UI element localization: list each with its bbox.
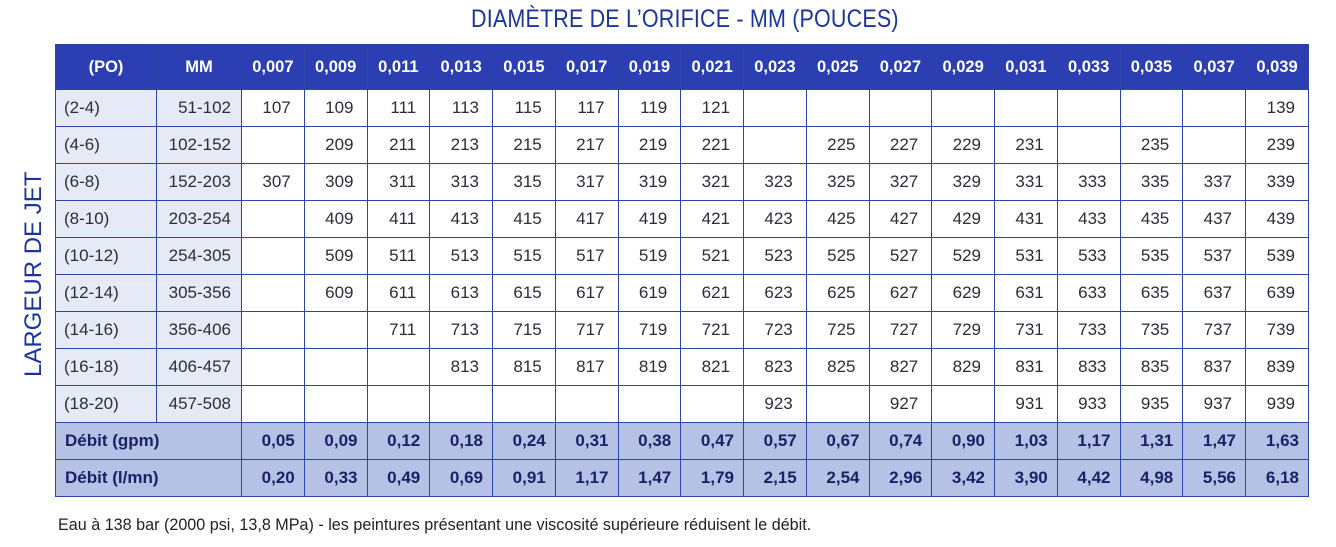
flow-value-cell: 0,12 bbox=[367, 423, 430, 460]
tip-code-cell: 515 bbox=[493, 238, 556, 275]
tip-code-cell bbox=[242, 312, 305, 349]
tip-code-cell: 823 bbox=[744, 349, 807, 386]
tip-code-cell bbox=[932, 386, 995, 423]
row-width-mm: 406-457 bbox=[157, 349, 242, 386]
flow-value-cell: 0,69 bbox=[430, 460, 493, 497]
tip-code-cell: 111 bbox=[367, 90, 430, 127]
header-orifice: 0,033 bbox=[1057, 45, 1120, 90]
tip-code-cell bbox=[1183, 90, 1246, 127]
flow-value-cell: 5,56 bbox=[1183, 460, 1246, 497]
tip-code-cell bbox=[1183, 127, 1246, 164]
tip-code-cell: 821 bbox=[681, 349, 744, 386]
tip-code-cell bbox=[1120, 90, 1183, 127]
tip-code-cell bbox=[744, 127, 807, 164]
flow-value-cell: 1,47 bbox=[1183, 423, 1246, 460]
tip-code-cell bbox=[304, 349, 367, 386]
tip-code-cell: 329 bbox=[932, 164, 995, 201]
header-orifice: 0,029 bbox=[932, 45, 995, 90]
header-orifice: 0,035 bbox=[1120, 45, 1183, 90]
tip-code-cell bbox=[304, 386, 367, 423]
row-width-mm: 356-406 bbox=[157, 312, 242, 349]
flow-value-cell: 0,31 bbox=[555, 423, 618, 460]
tip-code-cell: 623 bbox=[744, 275, 807, 312]
row-width-inches: (16-18) bbox=[56, 349, 157, 386]
tip-code-cell: 427 bbox=[869, 201, 932, 238]
header-po: (PO) bbox=[56, 45, 157, 90]
flow-value-cell: 1,03 bbox=[995, 423, 1058, 460]
tip-code-cell: 309 bbox=[304, 164, 367, 201]
flow-value-cell: 0,67 bbox=[806, 423, 869, 460]
tip-code-cell: 119 bbox=[618, 90, 681, 127]
tip-code-cell: 315 bbox=[493, 164, 556, 201]
tip-code-cell bbox=[995, 90, 1058, 127]
flow-label: Débit (gpm) bbox=[56, 423, 242, 460]
flow-value-cell: 0,33 bbox=[304, 460, 367, 497]
tip-code-cell: 415 bbox=[493, 201, 556, 238]
flow-value-cell: 3,90 bbox=[995, 460, 1058, 497]
table-row bbox=[56, 201, 1309, 238]
tip-code-cell: 319 bbox=[618, 164, 681, 201]
tip-code-cell: 629 bbox=[932, 275, 995, 312]
flow-value-cell: 0,09 bbox=[304, 423, 367, 460]
tip-code-cell: 531 bbox=[995, 238, 1058, 275]
tip-code-cell: 215 bbox=[493, 127, 556, 164]
header-orifice: 0,025 bbox=[806, 45, 869, 90]
tip-code-cell: 217 bbox=[555, 127, 618, 164]
tip-code-cell: 839 bbox=[1246, 349, 1309, 386]
tip-code-cell: 833 bbox=[1057, 349, 1120, 386]
tip-code-cell: 739 bbox=[1246, 312, 1309, 349]
flow-value-cell: 2,96 bbox=[869, 460, 932, 497]
tip-code-cell: 927 bbox=[869, 386, 932, 423]
header-row bbox=[56, 45, 1309, 90]
flow-value-cell: 0,57 bbox=[744, 423, 807, 460]
tip-code-cell: 229 bbox=[932, 127, 995, 164]
tip-code-cell: 121 bbox=[681, 90, 744, 127]
flow-value-cell: 6,18 bbox=[1246, 460, 1309, 497]
tip-code-cell: 721 bbox=[681, 312, 744, 349]
flow-value-cell: 0,74 bbox=[869, 423, 932, 460]
row-width-mm: 305-356 bbox=[157, 275, 242, 312]
tip-code-cell: 635 bbox=[1120, 275, 1183, 312]
tip-code-cell: 321 bbox=[681, 164, 744, 201]
tip-code-cell: 211 bbox=[367, 127, 430, 164]
tip-code-cell: 735 bbox=[1120, 312, 1183, 349]
nozzle-chart-table bbox=[55, 44, 1309, 497]
tip-code-cell: 817 bbox=[555, 349, 618, 386]
tip-code-cell: 711 bbox=[367, 312, 430, 349]
tip-code-cell: 835 bbox=[1120, 349, 1183, 386]
row-width-inches: (12-14) bbox=[56, 275, 157, 312]
tip-code-cell: 627 bbox=[869, 275, 932, 312]
tip-code-cell: 429 bbox=[932, 201, 995, 238]
flow-value-cell: 0,24 bbox=[493, 423, 556, 460]
tip-code-cell: 539 bbox=[1246, 238, 1309, 275]
tip-code-cell: 731 bbox=[995, 312, 1058, 349]
tip-code-cell: 523 bbox=[744, 238, 807, 275]
tip-code-cell bbox=[869, 90, 932, 127]
tip-code-cell: 335 bbox=[1120, 164, 1183, 201]
tip-code-cell bbox=[806, 386, 869, 423]
tip-code-cell: 337 bbox=[1183, 164, 1246, 201]
tip-code-cell: 715 bbox=[493, 312, 556, 349]
tip-code-cell: 831 bbox=[995, 349, 1058, 386]
tip-code-cell bbox=[242, 238, 305, 275]
header-orifice: 0,007 bbox=[242, 45, 305, 90]
tip-code-cell: 139 bbox=[1246, 90, 1309, 127]
flow-value-cell: 1,17 bbox=[1057, 423, 1120, 460]
tip-code-cell: 937 bbox=[1183, 386, 1246, 423]
tip-code-cell: 825 bbox=[806, 349, 869, 386]
header-orifice: 0,019 bbox=[618, 45, 681, 90]
flow-value-cell: 0,38 bbox=[618, 423, 681, 460]
row-width-mm: 51-102 bbox=[157, 90, 242, 127]
flow-value-cell: 1,79 bbox=[681, 460, 744, 497]
tip-code-cell: 637 bbox=[1183, 275, 1246, 312]
row-width-inches: (10-12) bbox=[56, 238, 157, 275]
tip-code-cell bbox=[242, 275, 305, 312]
tip-code-cell: 519 bbox=[618, 238, 681, 275]
tip-code-cell: 935 bbox=[1120, 386, 1183, 423]
header-orifice: 0,013 bbox=[430, 45, 493, 90]
tip-code-cell: 419 bbox=[618, 201, 681, 238]
tip-code-cell: 611 bbox=[367, 275, 430, 312]
tip-code-cell: 411 bbox=[367, 201, 430, 238]
tip-code-cell: 333 bbox=[1057, 164, 1120, 201]
tip-code-cell bbox=[242, 349, 305, 386]
tip-code-cell: 413 bbox=[430, 201, 493, 238]
tip-code-cell: 409 bbox=[304, 201, 367, 238]
tip-code-cell bbox=[242, 386, 305, 423]
row-width-inches: (14-16) bbox=[56, 312, 157, 349]
row-width-inches: (6-8) bbox=[56, 164, 157, 201]
tip-code-cell bbox=[242, 127, 305, 164]
flow-gpm-row bbox=[56, 423, 1309, 460]
tip-code-cell: 239 bbox=[1246, 127, 1309, 164]
flow-value-cell: 3,42 bbox=[932, 460, 995, 497]
table-row bbox=[56, 386, 1309, 423]
footnote: Eau à 138 bar (2000 psi, 13,8 MPa) - les peintures présentant une viscosité supérieure réduisent le débit. bbox=[58, 515, 812, 534]
tip-code-cell bbox=[681, 386, 744, 423]
tip-code-cell: 307 bbox=[242, 164, 305, 201]
row-width-mm: 203-254 bbox=[157, 201, 242, 238]
tip-code-cell: 511 bbox=[367, 238, 430, 275]
flow-value-cell: 2,54 bbox=[806, 460, 869, 497]
header-orifice: 0,023 bbox=[744, 45, 807, 90]
flow-label: Débit (l/mn) bbox=[56, 460, 242, 497]
tip-code-cell: 235 bbox=[1120, 127, 1183, 164]
tip-code-cell: 815 bbox=[493, 349, 556, 386]
tip-code-cell: 425 bbox=[806, 201, 869, 238]
table-row bbox=[56, 275, 1309, 312]
tip-code-cell: 813 bbox=[430, 349, 493, 386]
tip-code-cell: 631 bbox=[995, 275, 1058, 312]
flow-value-cell: 0,49 bbox=[367, 460, 430, 497]
flow-value-cell: 0,18 bbox=[430, 423, 493, 460]
row-width-mm: 457-508 bbox=[157, 386, 242, 423]
header-orifice: 0,009 bbox=[304, 45, 367, 90]
tip-code-cell: 819 bbox=[618, 349, 681, 386]
tip-code-cell: 625 bbox=[806, 275, 869, 312]
tip-code-cell: 837 bbox=[1183, 349, 1246, 386]
tip-code-cell: 717 bbox=[555, 312, 618, 349]
tip-code-cell: 719 bbox=[618, 312, 681, 349]
table-row bbox=[56, 127, 1309, 164]
tip-code-cell: 619 bbox=[618, 275, 681, 312]
tip-code-cell: 535 bbox=[1120, 238, 1183, 275]
flow-value-cell: 1,31 bbox=[1120, 423, 1183, 460]
tip-code-cell: 633 bbox=[1057, 275, 1120, 312]
tip-code-cell: 933 bbox=[1057, 386, 1120, 423]
row-width-mm: 152-203 bbox=[157, 164, 242, 201]
tip-code-cell: 439 bbox=[1246, 201, 1309, 238]
tip-code-cell: 437 bbox=[1183, 201, 1246, 238]
table-row bbox=[56, 349, 1309, 386]
flow-value-cell: 0,47 bbox=[681, 423, 744, 460]
header-orifice: 0,039 bbox=[1246, 45, 1309, 90]
tip-code-cell: 433 bbox=[1057, 201, 1120, 238]
tip-code-cell: 639 bbox=[1246, 275, 1309, 312]
header-orifice: 0,011 bbox=[367, 45, 430, 90]
header-orifice: 0,037 bbox=[1183, 45, 1246, 90]
tip-code-cell: 713 bbox=[430, 312, 493, 349]
tip-code-cell: 939 bbox=[1246, 386, 1309, 423]
flow-value-cell: 0,20 bbox=[242, 460, 305, 497]
tip-code-cell: 527 bbox=[869, 238, 932, 275]
flow-value-cell: 4,42 bbox=[1057, 460, 1120, 497]
tip-code-cell: 615 bbox=[493, 275, 556, 312]
tip-code-cell: 113 bbox=[430, 90, 493, 127]
tip-code-cell: 723 bbox=[744, 312, 807, 349]
tip-code-cell: 115 bbox=[493, 90, 556, 127]
tip-code-cell: 325 bbox=[806, 164, 869, 201]
tip-code-cell: 725 bbox=[806, 312, 869, 349]
flow-value-cell: 0,90 bbox=[932, 423, 995, 460]
tip-code-cell: 931 bbox=[995, 386, 1058, 423]
row-width-inches: (18-20) bbox=[56, 386, 157, 423]
tip-code-cell: 421 bbox=[681, 201, 744, 238]
row-width-mm: 102-152 bbox=[157, 127, 242, 164]
row-width-mm: 254-305 bbox=[157, 238, 242, 275]
tip-code-cell bbox=[493, 386, 556, 423]
tip-code-cell: 733 bbox=[1057, 312, 1120, 349]
header-orifice: 0,021 bbox=[681, 45, 744, 90]
tip-code-cell: 231 bbox=[995, 127, 1058, 164]
spray-width-title: LARGEUR DE JET bbox=[20, 171, 47, 377]
tip-code-cell: 327 bbox=[869, 164, 932, 201]
tip-code-cell: 529 bbox=[932, 238, 995, 275]
table-row bbox=[56, 238, 1309, 275]
tip-code-cell: 311 bbox=[367, 164, 430, 201]
tip-code-cell: 435 bbox=[1120, 201, 1183, 238]
tip-code-cell bbox=[618, 386, 681, 423]
tip-code-cell bbox=[242, 201, 305, 238]
tip-code-cell bbox=[1057, 127, 1120, 164]
tip-code-cell: 509 bbox=[304, 238, 367, 275]
tip-code-cell: 227 bbox=[869, 127, 932, 164]
tip-code-cell: 431 bbox=[995, 201, 1058, 238]
tip-code-cell: 533 bbox=[1057, 238, 1120, 275]
tip-code-cell: 617 bbox=[555, 275, 618, 312]
tip-code-cell: 923 bbox=[744, 386, 807, 423]
flow-value-cell: 0,05 bbox=[242, 423, 305, 460]
tip-code-cell: 339 bbox=[1246, 164, 1309, 201]
tip-code-cell: 331 bbox=[995, 164, 1058, 201]
tip-code-cell bbox=[555, 386, 618, 423]
tip-code-cell bbox=[744, 90, 807, 127]
tip-code-cell bbox=[1057, 90, 1120, 127]
tip-code-cell: 613 bbox=[430, 275, 493, 312]
header-orifice: 0,017 bbox=[555, 45, 618, 90]
orifice-diameter-title: DIAMÈTRE DE L’ORIFICE - MM (POUCES) bbox=[471, 5, 899, 33]
tip-code-cell bbox=[430, 386, 493, 423]
tip-code-cell: 323 bbox=[744, 164, 807, 201]
flow-value-cell: 2,15 bbox=[744, 460, 807, 497]
tip-code-cell: 221 bbox=[681, 127, 744, 164]
flow-lmn-row bbox=[56, 460, 1309, 497]
flow-value-cell: 1,17 bbox=[555, 460, 618, 497]
header-mm: MM bbox=[157, 45, 242, 90]
table-row bbox=[56, 90, 1309, 127]
flow-value-cell: 1,47 bbox=[618, 460, 681, 497]
tip-code-cell: 213 bbox=[430, 127, 493, 164]
flow-value-cell: 1,63 bbox=[1246, 423, 1309, 460]
tip-code-cell: 109 bbox=[304, 90, 367, 127]
flow-value-cell: 4,98 bbox=[1120, 460, 1183, 497]
row-width-inches: (2-4) bbox=[56, 90, 157, 127]
tip-code-cell: 225 bbox=[806, 127, 869, 164]
tip-code-cell: 513 bbox=[430, 238, 493, 275]
row-width-inches: (8-10) bbox=[56, 201, 157, 238]
tip-code-cell: 219 bbox=[618, 127, 681, 164]
table-row bbox=[56, 164, 1309, 201]
tip-code-cell: 209 bbox=[304, 127, 367, 164]
tip-code-cell bbox=[367, 386, 430, 423]
tip-code-cell: 117 bbox=[555, 90, 618, 127]
tip-code-cell: 423 bbox=[744, 201, 807, 238]
tip-code-cell: 525 bbox=[806, 238, 869, 275]
header-orifice: 0,015 bbox=[493, 45, 556, 90]
row-width-inches: (4-6) bbox=[56, 127, 157, 164]
table-row bbox=[56, 312, 1309, 349]
tip-code-cell bbox=[806, 90, 869, 127]
tip-code-cell: 727 bbox=[869, 312, 932, 349]
tip-code-cell: 107 bbox=[242, 90, 305, 127]
tip-code-cell: 517 bbox=[555, 238, 618, 275]
header-orifice: 0,031 bbox=[995, 45, 1058, 90]
tip-code-cell: 537 bbox=[1183, 238, 1246, 275]
tip-code-cell: 417 bbox=[555, 201, 618, 238]
tip-code-cell: 737 bbox=[1183, 312, 1246, 349]
tip-code-cell: 609 bbox=[304, 275, 367, 312]
flow-value-cell: 0,91 bbox=[493, 460, 556, 497]
tip-code-cell: 829 bbox=[932, 349, 995, 386]
tip-code-cell: 827 bbox=[869, 349, 932, 386]
header-orifice: 0,027 bbox=[869, 45, 932, 90]
tip-code-cell bbox=[304, 312, 367, 349]
tip-code-cell: 313 bbox=[430, 164, 493, 201]
tip-code-cell: 521 bbox=[681, 238, 744, 275]
tip-code-cell: 317 bbox=[555, 164, 618, 201]
tip-code-cell: 621 bbox=[681, 275, 744, 312]
tip-code-cell bbox=[932, 90, 995, 127]
tip-code-cell: 729 bbox=[932, 312, 995, 349]
tip-code-cell bbox=[367, 349, 430, 386]
